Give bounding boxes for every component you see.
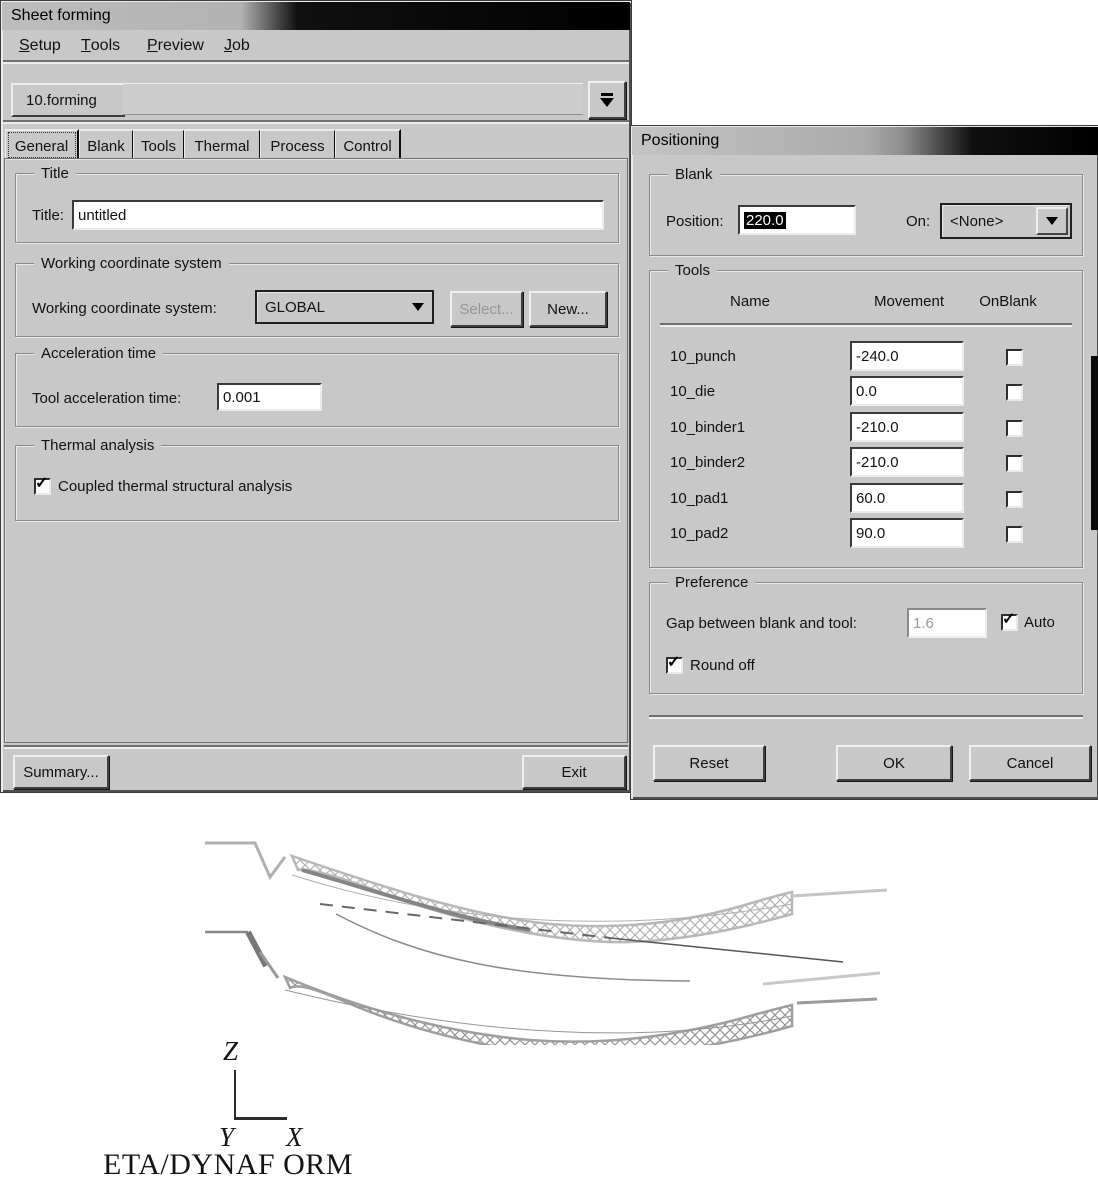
movement-input[interactable]: [850, 518, 964, 548]
auto-checkbox[interactable]: [1001, 611, 1018, 631]
blank-group-legend: Blank: [668, 166, 720, 183]
acceleration-group: [15, 345, 619, 427]
tab-thermal[interactable]: Thermal: [184, 129, 261, 161]
blank-group: [649, 166, 1083, 256]
sheet-forming-titlebar: [2, 2, 630, 30]
gap-input[interactable]: [907, 608, 987, 638]
button-separator: [649, 715, 1083, 719]
column-header-name: Name: [729, 293, 770, 310]
preference-group: [649, 574, 1083, 694]
reset-button[interactable]: Reset: [653, 745, 765, 781]
chevron-down-icon: [412, 303, 424, 311]
column-header-movement: Movement: [873, 293, 945, 310]
coupled-thermal-label: Coupled thermal structural analysis: [58, 478, 293, 495]
position-selected-value: 220.0: [746, 211, 784, 229]
on-label: On:: [906, 213, 931, 230]
ok-button[interactable]: OK: [836, 745, 952, 781]
cancel-button[interactable]: Cancel: [969, 745, 1091, 781]
menu-separator: [3, 60, 629, 64]
summary-button[interactable]: Summary...: [13, 755, 109, 789]
tab-process[interactable]: Process: [260, 129, 336, 161]
axis-z-label: Z: [223, 1036, 239, 1066]
tool-name: 10_binder1: [670, 419, 746, 436]
onblank-checkbox[interactable]: [1006, 491, 1023, 508]
position-label: Position:: [666, 213, 724, 230]
gap-label: Gap between blank and tool:: [666, 615, 857, 632]
thermal-group-legend: Thermal analysis: [34, 437, 161, 454]
chevron-down-icon: [1046, 217, 1058, 225]
wcs-group: [15, 255, 619, 337]
movement-input[interactable]: [850, 483, 964, 513]
menu-bar: [3, 32, 629, 60]
menu-job[interactable]: J ob: [224, 37, 250, 54]
bottom-separator: [4, 745, 628, 749]
menu-tools[interactable]: T ools: [81, 37, 121, 54]
process-combo-dropdown-button[interactable]: [588, 81, 626, 119]
accel-label: Tool acceleration time:: [32, 390, 182, 407]
on-dropdown-value: <None>: [950, 212, 1004, 230]
on-dropdown[interactable]: [940, 203, 1072, 239]
wcs-select-button[interactable]: Select...: [450, 291, 523, 327]
tool-name: 10_binder2: [670, 454, 746, 471]
coupled-thermal-checkbox[interactable]: [34, 475, 51, 495]
axis-x-label: X: [286, 1122, 303, 1152]
sheet-forming-window: [0, 0, 632, 793]
background-window-strip: [1091, 356, 1098, 530]
title-group-legend: Title: [34, 165, 76, 182]
tab-tools[interactable]: Tools: [133, 129, 185, 161]
movement-input[interactable]: [850, 376, 964, 406]
menu-setup[interactable]: S etup: [19, 37, 61, 54]
wcs-label: Working coordinate system:: [32, 300, 217, 317]
preference-group-legend: Preference: [668, 574, 755, 591]
onblank-checkbox[interactable]: [1006, 349, 1023, 366]
positioning-titlebar: [632, 127, 1098, 155]
wcs-group-legend: Working coordinate system: [34, 255, 229, 272]
process-combo-strip: [123, 83, 583, 115]
acceleration-group-legend: Acceleration time: [34, 345, 163, 362]
onblank-checkbox[interactable]: [1006, 420, 1023, 437]
tool-name: 10_pad2: [670, 525, 729, 542]
axis-z-line: [234, 1070, 236, 1119]
onblank-checkbox[interactable]: [1006, 526, 1023, 543]
movement-input[interactable]: [850, 341, 964, 371]
combo-double-arrow-icon: [600, 93, 614, 107]
wcs-dropdown[interactable]: [255, 290, 434, 324]
title-group: [15, 165, 619, 243]
round-off-checkbox[interactable]: [666, 654, 683, 674]
eta-dynaform-watermark: ETA/DYNAF ORM: [103, 1148, 353, 1181]
check-icon: ✓: [1002, 611, 1016, 628]
sheet-forming-title: Sheet forming: [11, 7, 111, 24]
tools-group: [649, 262, 1083, 568]
title-input[interactable]: [72, 200, 604, 230]
onblank-checkbox[interactable]: [1006, 384, 1023, 401]
wcs-dropdown-value: GLOBAL: [265, 298, 326, 316]
axis-x-line: [234, 1117, 287, 1120]
forming-mesh-graphic: [190, 830, 900, 1045]
tool-name: 10_die: [670, 383, 716, 400]
on-dropdown-arrow-button[interactable]: [1036, 207, 1068, 235]
onblank-checkbox[interactable]: [1006, 455, 1023, 472]
exit-button[interactable]: Exit: [522, 755, 626, 789]
auto-label: Auto: [1024, 614, 1055, 631]
toolbar-separator: [3, 120, 629, 124]
positioning-title: Positioning: [641, 132, 720, 149]
tab-blank[interactable]: Blank: [79, 129, 134, 161]
wcs-new-button[interactable]: New...: [529, 291, 607, 327]
column-header-onblank: OnBlank: [979, 293, 1037, 310]
check-icon: ✓: [35, 475, 49, 492]
check-icon: ✓: [667, 654, 681, 671]
movement-input[interactable]: [850, 447, 964, 477]
process-combo-value-box[interactable]: [11, 83, 125, 117]
thermal-group: [15, 437, 619, 521]
process-combo-value: 10.forming: [26, 91, 97, 109]
tab-general[interactable]: General: [5, 129, 79, 161]
axis-y-label: Y: [219, 1122, 235, 1152]
positioning-window: [630, 125, 1098, 800]
tab-control[interactable]: Control: [335, 129, 401, 161]
movement-input[interactable]: [850, 412, 964, 442]
round-off-label: Round off: [690, 657, 755, 674]
tools-group-legend: Tools: [668, 262, 717, 279]
title-label: Title:: [32, 207, 64, 224]
header-separator: [660, 323, 1072, 327]
tool-name: 10_punch: [670, 348, 736, 365]
position-input[interactable]: [738, 205, 856, 235]
menu-preview[interactable]: P review: [147, 37, 204, 54]
tool-name: 10_pad1: [670, 490, 729, 507]
accel-input[interactable]: [217, 383, 322, 411]
